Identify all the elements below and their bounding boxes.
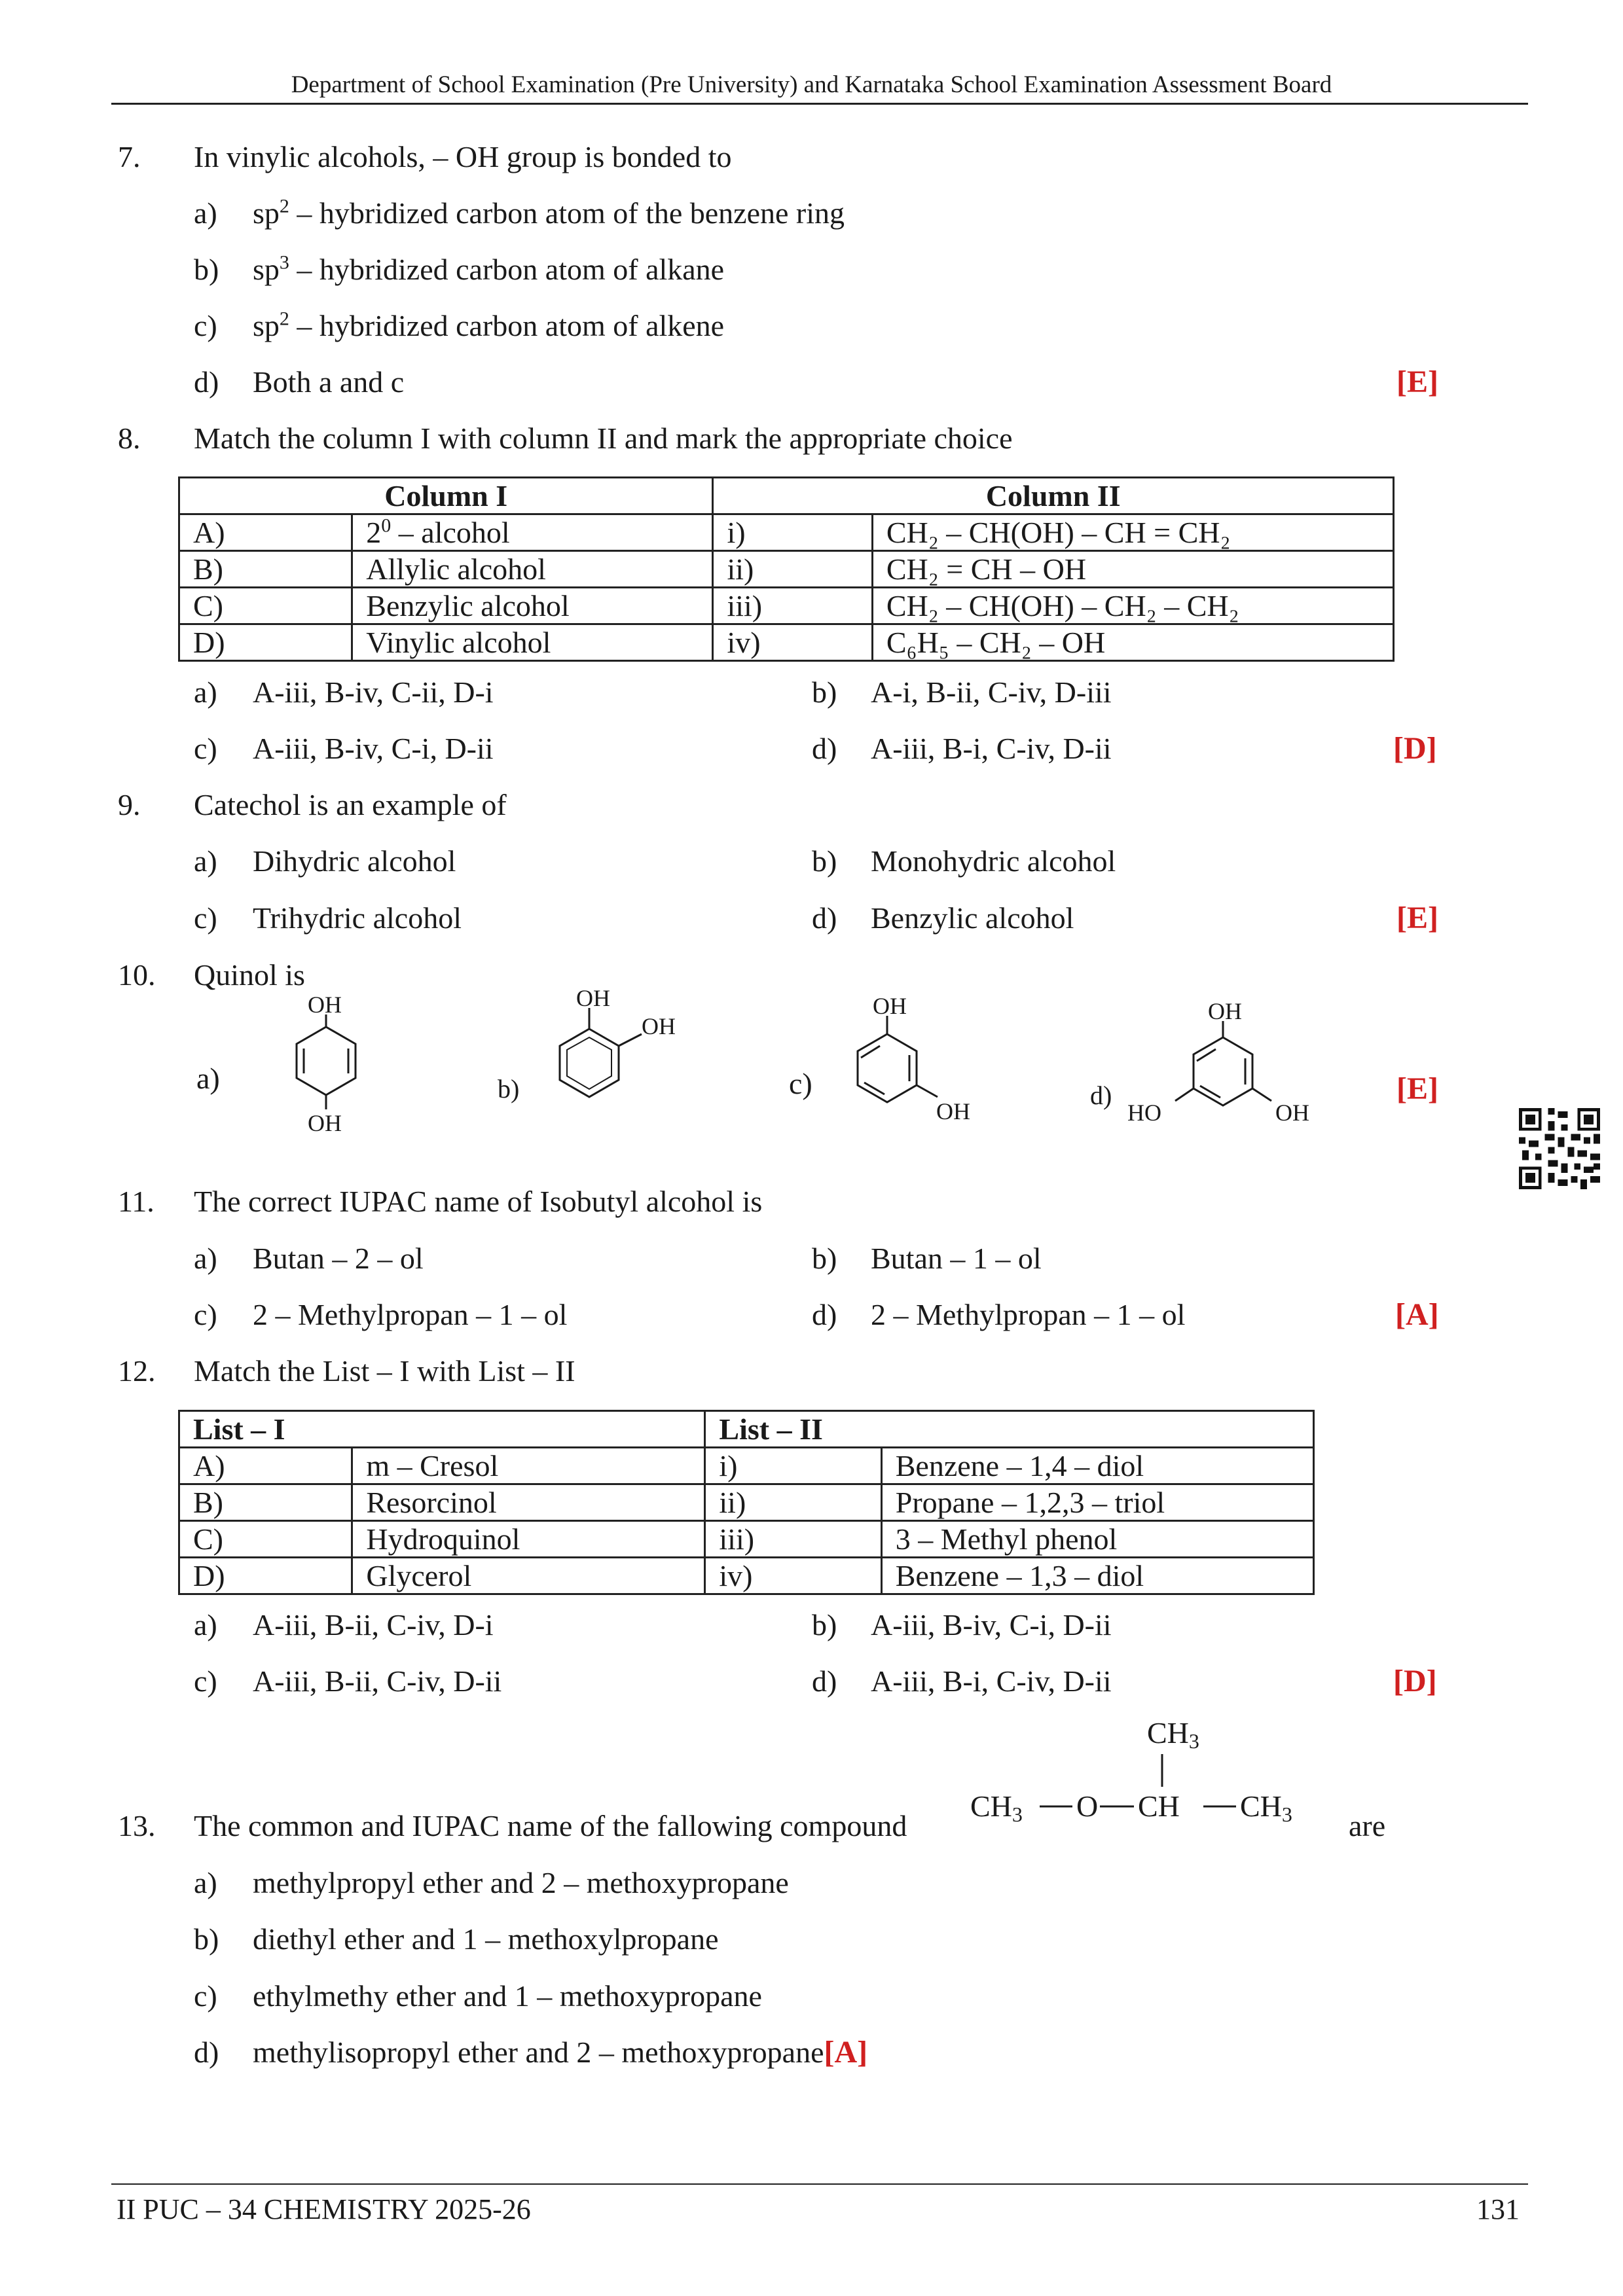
q12-number: 12. bbox=[118, 1354, 156, 1388]
q12-list1-header: List – I bbox=[179, 1411, 705, 1448]
q8-text: Match the column I with column II and mark the appropriate choice bbox=[194, 422, 1013, 455]
row-item: m – Cresol bbox=[352, 1448, 705, 1484]
q13-d-label: d) bbox=[194, 2036, 219, 2069]
q11-d-label: d) bbox=[812, 1298, 837, 1331]
oxygen-atom: O bbox=[1076, 1789, 1099, 1823]
q8-d-option: A-iii, B-i, C-iv, D-ii bbox=[871, 732, 1112, 765]
q10-c-label: c) bbox=[789, 1067, 812, 1100]
q12-a-option: A-iii, B-ii, C-iv, D-i bbox=[253, 1608, 494, 1641]
q13-d-text: methylisopropyl ether and 2 – methoxypropane bbox=[253, 2036, 824, 2069]
row-value: 3 – Methyl phenol bbox=[881, 1521, 1313, 1558]
oh-label: OH bbox=[1275, 1100, 1309, 1126]
q13-structure bbox=[962, 1708, 1329, 1846]
q9-a-label: a) bbox=[194, 844, 217, 878]
oh-label: OH bbox=[873, 993, 907, 1019]
oh-label: OH bbox=[936, 1098, 970, 1124]
q7-c-label: c) bbox=[194, 309, 217, 342]
q12-b-label: b) bbox=[812, 1608, 837, 1641]
q11-a-label: a) bbox=[194, 1242, 217, 1275]
structure-a-ring bbox=[297, 1014, 356, 1109]
row-key: C) bbox=[179, 1521, 352, 1558]
q9-c-option: Trihydric alcohol bbox=[253, 901, 462, 935]
q7-number: 7. bbox=[118, 140, 141, 173]
q13-b-label: b) bbox=[194, 1922, 219, 1956]
q11-d-option: 2 – Methylpropan – 1 – ol bbox=[871, 1298, 1186, 1331]
q12-b-option: A-iii, B-iv, C-i, D-ii bbox=[871, 1608, 1112, 1641]
q8-a-option: A-iii, B-iv, C-ii, D-i bbox=[253, 675, 494, 709]
q13-d-option bbox=[253, 2034, 867, 2071]
q9-text: Catechol is an example of bbox=[194, 788, 507, 821]
structure-b-ring bbox=[560, 1008, 642, 1097]
q11-b-option: Butan – 1 – ol bbox=[871, 1242, 1042, 1275]
q10-number: 10. bbox=[118, 958, 156, 992]
q9-b-label: b) bbox=[812, 844, 837, 878]
q12-answer: [D] bbox=[1393, 1664, 1437, 1698]
row-key: A) bbox=[179, 1448, 352, 1484]
page-header: Department of School Examination (Pre University) and Karnataka School Examination Assessment Board bbox=[291, 71, 1332, 98]
q7-a-label: a) bbox=[194, 196, 217, 230]
table-row bbox=[179, 1484, 1314, 1521]
row-item: Allylic alcohol bbox=[352, 551, 713, 588]
row-item: Benzylic alcohol bbox=[352, 588, 713, 624]
q7-a-option: $sp^2$ – hybridized carbon atom of the benzene ring bbox=[253, 195, 845, 230]
qr-code bbox=[1519, 1108, 1600, 1189]
oh-label: OH bbox=[1208, 998, 1242, 1024]
row-item: Glycerol bbox=[352, 1558, 705, 1594]
row-key: D) bbox=[179, 624, 352, 661]
oh-label: OH bbox=[308, 1110, 342, 1136]
row-formula: CH₂ = CH – OH bbox=[872, 551, 1393, 588]
structure-c-ring bbox=[858, 1016, 938, 1102]
q9-a-option: Dihydric alcohol bbox=[253, 844, 456, 878]
q12-match-table bbox=[178, 1410, 1315, 1595]
q10-b-label: b) bbox=[498, 1074, 520, 1103]
q8-b-option: A-i, B-ii, C-iv, D-iii bbox=[871, 675, 1112, 709]
row-roman: i) bbox=[705, 1448, 881, 1484]
row-roman: iii) bbox=[705, 1521, 881, 1558]
row-key: C) bbox=[179, 588, 352, 624]
q7-answer: [E] bbox=[1396, 365, 1438, 399]
row-roman: ii) bbox=[713, 551, 872, 588]
q9-answer: [E] bbox=[1396, 901, 1438, 935]
q7-text: In vinylic alcohols, – OH group is bonded to bbox=[194, 140, 732, 173]
row-roman: iv) bbox=[713, 624, 872, 661]
q7-d-option: Both a and c bbox=[253, 365, 405, 399]
row-item: Vinylic alcohol bbox=[352, 624, 713, 661]
oh-label: OH bbox=[308, 992, 342, 1018]
methine-group: CH bbox=[1138, 1789, 1180, 1823]
q12-d-option: A-iii, B-i, C-iv, D-ii bbox=[871, 1664, 1112, 1698]
row-item: Hydroquinol bbox=[352, 1521, 705, 1558]
q8-number: 8. bbox=[118, 422, 141, 455]
q12-d-label: d) bbox=[812, 1664, 837, 1698]
ho-label: HO bbox=[1127, 1100, 1161, 1126]
q12-c-option: A-iii, B-ii, C-iv, D-ii bbox=[253, 1664, 502, 1698]
oh-label: OH bbox=[642, 1013, 676, 1039]
q9-d-option: Benzylic alcohol bbox=[871, 901, 1074, 935]
q9-number: 9. bbox=[118, 788, 141, 821]
methyl-group: CH3 bbox=[970, 1789, 1023, 1826]
q10-a-label: a) bbox=[196, 1062, 220, 1095]
q11-text: The correct IUPAC name of Isobutyl alcohol is bbox=[194, 1185, 763, 1218]
q8-col1-header: Column I bbox=[179, 478, 713, 514]
q7-d-label: d) bbox=[194, 365, 219, 399]
q12-c-label: c) bbox=[194, 1664, 217, 1698]
q12-a-label: a) bbox=[194, 1608, 217, 1641]
q9-b-option: Monohydric alcohol bbox=[871, 844, 1116, 878]
table-row bbox=[179, 1521, 1314, 1558]
q11-number: 11. bbox=[118, 1185, 155, 1218]
q9-d-label: d) bbox=[812, 901, 837, 935]
row-formula: CH₂ – CH(OH) – CH = CH₂ bbox=[872, 514, 1393, 551]
row-key: B) bbox=[179, 551, 352, 588]
row-roman: iii) bbox=[713, 588, 872, 624]
q9-c-label: c) bbox=[194, 901, 217, 935]
oh-label: OH bbox=[576, 985, 610, 1011]
q13-text-end: are bbox=[1349, 1809, 1386, 1842]
q8-d-label: d) bbox=[812, 732, 837, 765]
q11-c-option: 2 – Methylpropan – 1 – ol bbox=[253, 1298, 568, 1331]
q10-answer: [E] bbox=[1396, 1071, 1438, 1106]
q12-list2-header: List – II bbox=[705, 1411, 1314, 1448]
footer-rule bbox=[111, 2183, 1528, 2185]
q11-b-label: b) bbox=[812, 1242, 837, 1275]
page-number: 131 bbox=[1476, 2193, 1520, 2225]
q11-a-option: Butan – 2 – ol bbox=[253, 1242, 424, 1275]
row-formula: C₆H₅ – CH₂ – OH bbox=[872, 624, 1393, 661]
q8-c-option: A-iii, B-iv, C-i, D-ii bbox=[253, 732, 494, 765]
q13-c-option: ethylmethy ether and 1 – methoxypropane bbox=[253, 1979, 762, 2013]
q13-text: The common and IUPAC name of the fallowing compound bbox=[194, 1809, 907, 1842]
q13-answer: [A] bbox=[824, 2035, 868, 2070]
row-key: B) bbox=[179, 1484, 352, 1521]
q13-a-label: a) bbox=[194, 1866, 217, 1899]
q13-c-label: c) bbox=[194, 1979, 217, 2013]
q13-b-option: diethyl ether and 1 – methoxylpropane bbox=[253, 1922, 719, 1956]
q8-b-label: b) bbox=[812, 675, 837, 709]
row-item: Resorcinol bbox=[352, 1484, 705, 1521]
row-roman: ii) bbox=[705, 1484, 881, 1521]
row-value: Propane – 1,2,3 – triol bbox=[881, 1484, 1313, 1521]
q8-answer: [D] bbox=[1393, 731, 1437, 766]
q12-text: Match the List – I with List – II bbox=[194, 1354, 575, 1388]
table-row bbox=[179, 1448, 1314, 1484]
methyl-group: CH3 bbox=[1147, 1716, 1199, 1753]
row-key: D) bbox=[179, 1558, 352, 1594]
q11-answer: [A] bbox=[1395, 1297, 1439, 1332]
row-item: $2^0$ – alcohol bbox=[352, 514, 713, 551]
q7-c-option: $sp^2$ – hybridized carbon atom of alkene bbox=[253, 308, 725, 342]
q10-d-label: d) bbox=[1090, 1081, 1112, 1110]
row-roman: i) bbox=[713, 514, 872, 551]
q11-c-label: c) bbox=[194, 1298, 217, 1331]
table-row bbox=[179, 1558, 1314, 1594]
structure-d-ring bbox=[1175, 1021, 1271, 1105]
row-value: Benzene – 1,3 – diol bbox=[881, 1558, 1313, 1594]
q8-a-label: a) bbox=[194, 675, 217, 709]
footer-left: II PUC – 34 CHEMISTRY 2025-26 bbox=[117, 2193, 531, 2225]
q7-b-label: b) bbox=[194, 253, 219, 286]
q13-a-option: methylpropyl ether and 2 – methoxypropane bbox=[253, 1866, 789, 1899]
q8-col2-header: Column II bbox=[713, 478, 1394, 514]
row-key: A) bbox=[179, 514, 352, 551]
row-value: Benzene – 1,4 – diol bbox=[881, 1448, 1313, 1484]
q7-b-option: $sp^3$ – hybridized carbon atom of alkane bbox=[253, 251, 725, 286]
q10-text: Quinol is bbox=[194, 958, 305, 992]
row-formula: CH₂ – CH(OH) – CH₂ – CH₂ bbox=[872, 588, 1393, 624]
row-roman: iv) bbox=[705, 1558, 881, 1594]
q8-c-label: c) bbox=[194, 732, 217, 765]
methyl-group: CH3 bbox=[1240, 1789, 1292, 1826]
q13-number: 13. bbox=[118, 1809, 156, 1842]
